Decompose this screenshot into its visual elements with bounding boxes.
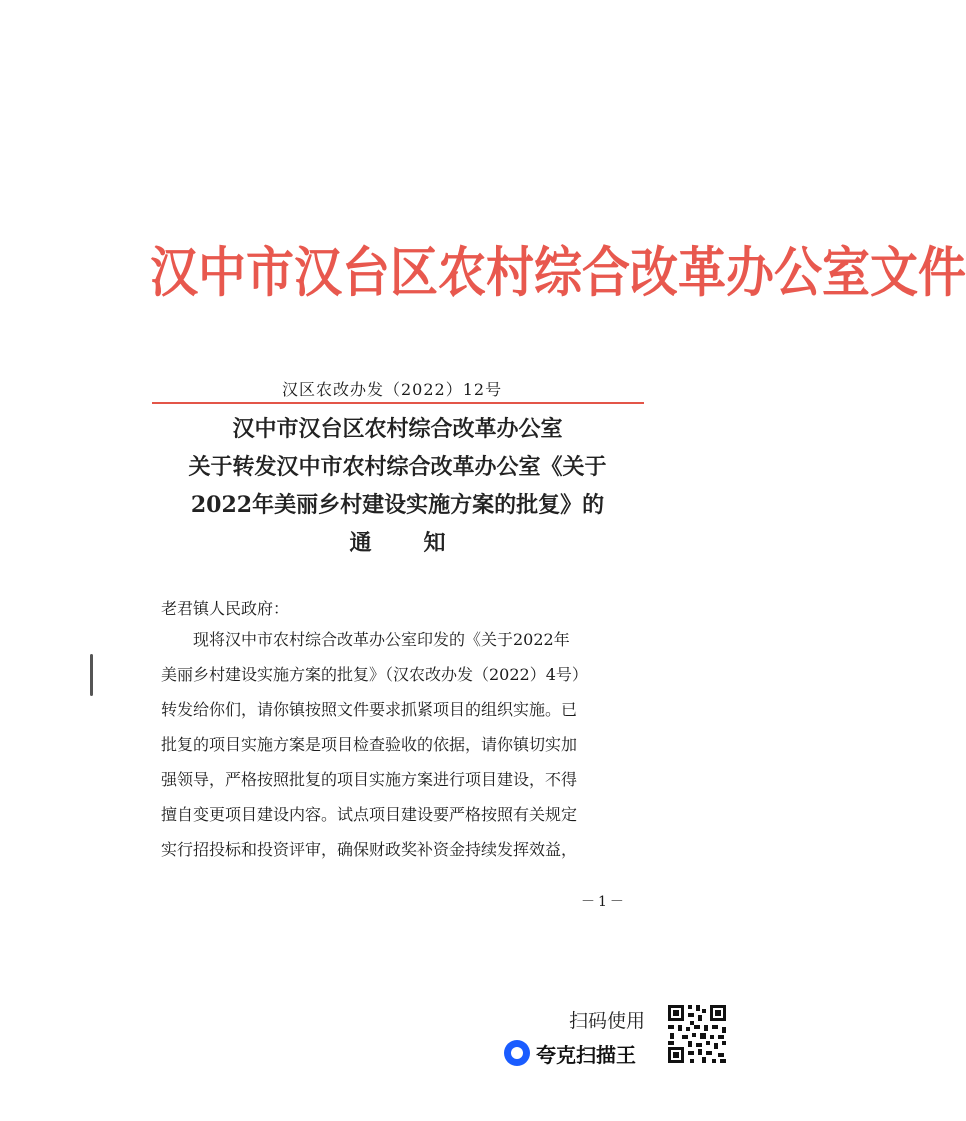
issuer-header-title: 汉中市汉台区农村综合改革办公室文件	[150, 241, 966, 305]
scanner-brand	[504, 1038, 636, 1068]
body-line: 实行招投标和投资评审，确保财政奖补资金持续发挥效益，	[161, 840, 578, 859]
quark-logo-icon	[504, 1040, 530, 1066]
document-number: 汉区农改办发（2022）12号	[282, 380, 503, 399]
body-line: 现将汉中市农村综合改革办公室印发的《关于2022年	[193, 630, 570, 649]
body-line: 批复的项目实施方案是项目检查验收的依据，请你镇切实加	[161, 735, 578, 754]
document-title	[150, 410, 645, 562]
scan-hint-text: 扫码使用	[569, 1010, 646, 1032]
page-number: －1－	[581, 894, 627, 910]
body-line: 擅自变更项目建设内容。试点项目建设要严格按照有关规定	[161, 805, 578, 824]
title-line: 关于转发汉中市农村综合改革办公室《关于	[188, 454, 607, 480]
scan-artifact-mark	[90, 654, 93, 696]
body-line: 强领导，严格按照批复的项目实施方案进行项目建设，不得	[161, 770, 578, 789]
red-divider-line	[152, 402, 644, 404]
qr-code-icon	[666, 1003, 728, 1065]
title-line: 2022年美丽乡村建设实施方案的批复》的	[190, 492, 605, 518]
recipient-salutation: 老君镇人民政府：	[161, 599, 290, 618]
title-line: 通知	[349, 530, 498, 556]
body-line: 转发给你们，请你镇按照文件要求抓紧项目的组织实施。已	[161, 700, 578, 719]
title-line: 汉中市汉台区农村综合改革办公室	[232, 416, 563, 442]
body-paragraph	[161, 622, 631, 867]
body-line: 美丽乡村建设实施方案的批复》（汉农改办发（2022）4号）	[161, 665, 588, 684]
brand-name: 夸克扫描王	[536, 1042, 636, 1067]
